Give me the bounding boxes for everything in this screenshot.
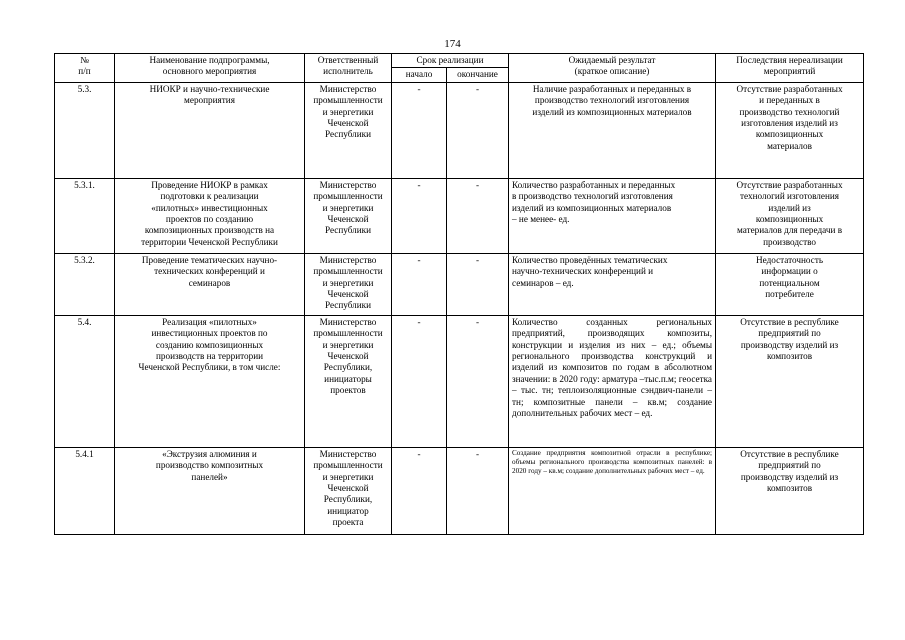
page-number: 174 [444, 38, 461, 50]
row-end: - [447, 447, 509, 534]
header-result: Ожидаемый результат (краткое описание) [509, 54, 716, 83]
row-name: «Экструзия алюминия и производство композитных панелей» [115, 447, 305, 534]
header-executor: Ответственный исполнитель [305, 54, 392, 83]
row-executor: Министерство промышленности и энергетики Чеченской Республики, инициатор проекта [305, 447, 392, 534]
row-consequences: Отсутствие разработанных технологий изготовления изделий из композиционных материалов для передачи в производство [716, 178, 864, 253]
header-period: Срок реализации [392, 54, 509, 68]
row-start: - [392, 82, 447, 178]
row-name: Проведение НИОКР в рамках подготовки к реализации «пилотных» инвестиционных проектов по созданию композиционных производств на территории Чеченской Республики [115, 178, 305, 253]
row-start: - [392, 178, 447, 253]
row-num: 5.4. [55, 315, 115, 447]
row-name: НИОКР и научно-технические мероприятия [115, 82, 305, 178]
row-executor: Министерство промышленности и энергетики Чеченской Республики [305, 178, 392, 253]
row-consequences: Отсутствие в республике предприятий по производству изделий из композитов [716, 447, 864, 534]
table-row [55, 447, 864, 534]
row-consequences: Отсутствие в республике предприятий по производству изделий из композитов [716, 315, 864, 447]
row-end: - [447, 82, 509, 178]
table-row [55, 253, 864, 315]
header-name: Наименование подпрограммы, основного мероприятия [115, 54, 305, 83]
row-result: Наличие разработанных и переданных в производство технологий изготовления изделий из композиционных материалов [509, 82, 716, 178]
row-result: Количество разработанных и переданных в производство технологий изготовления изделий из композиционных материалов – не менее- ед. [509, 178, 716, 253]
row-num: 5.3. [55, 82, 115, 178]
header-num: № п/п [55, 54, 115, 83]
row-start: - [392, 315, 447, 447]
row-num: 5.3.2. [55, 253, 115, 315]
row-num: 5.4.1 [55, 447, 115, 534]
row-executor: Министерство промышленности и энергетики Чеченской Республики, инициаторы проектов [305, 315, 392, 447]
row-result: Создание предприятия композитной отрасли в республике; объемы регионального производства композитных панелей: в 2020 году – кв.м; создание дополнительных рабочих мест – ед. [509, 447, 716, 534]
table-row [55, 82, 864, 178]
row-consequences: Недостаточность информации о потенциальном потребителе [716, 253, 864, 315]
row-name: Реализация «пилотных» инвестиционных проектов по созданию композиционных производств на территории Чеченской Республики, в том числе: [115, 315, 305, 447]
row-end: - [447, 315, 509, 447]
row-start: - [392, 253, 447, 315]
program-table [54, 53, 864, 535]
row-name: Проведение тематических научно- технических конференций и семинаров [115, 253, 305, 315]
header-consequences: Последствия нереализации мероприятий [716, 54, 864, 83]
row-num: 5.3.1. [55, 178, 115, 253]
row-result: Количество созданных региональных предприятий, производящих композиты, конструкции и изделия из них – ед.; объемы регионального производства конструкций и изделий из композитов по годам в абсолютном значении: в 2020 году: арматура –тыс.п.м; геосетка – тыс. тн; теплоизоляционные сэндвич-панели – тн; композитные панели – кв.м; создание дополнительных рабочих мест – ед. [509, 315, 716, 447]
row-executor: Министерство промышленности и энергетики Чеченской Республики [305, 82, 392, 178]
row-consequences: Отсутствие разработанных и переданных в производство технологий изготовления изделий из композиционных материалов [716, 82, 864, 178]
row-start: - [392, 447, 447, 534]
row-end: - [447, 253, 509, 315]
header-start: начало [392, 68, 447, 82]
header-end: окончание [447, 68, 509, 82]
table-row [55, 178, 864, 253]
table-header-row [55, 54, 864, 68]
row-end: - [447, 178, 509, 253]
table-row [55, 315, 864, 447]
row-executor: Министерство промышленности и энергетики Чеченской Республики [305, 253, 392, 315]
row-result: Количество проведённых тематических научно-технических конференций и семинаров – ед. [509, 253, 716, 315]
